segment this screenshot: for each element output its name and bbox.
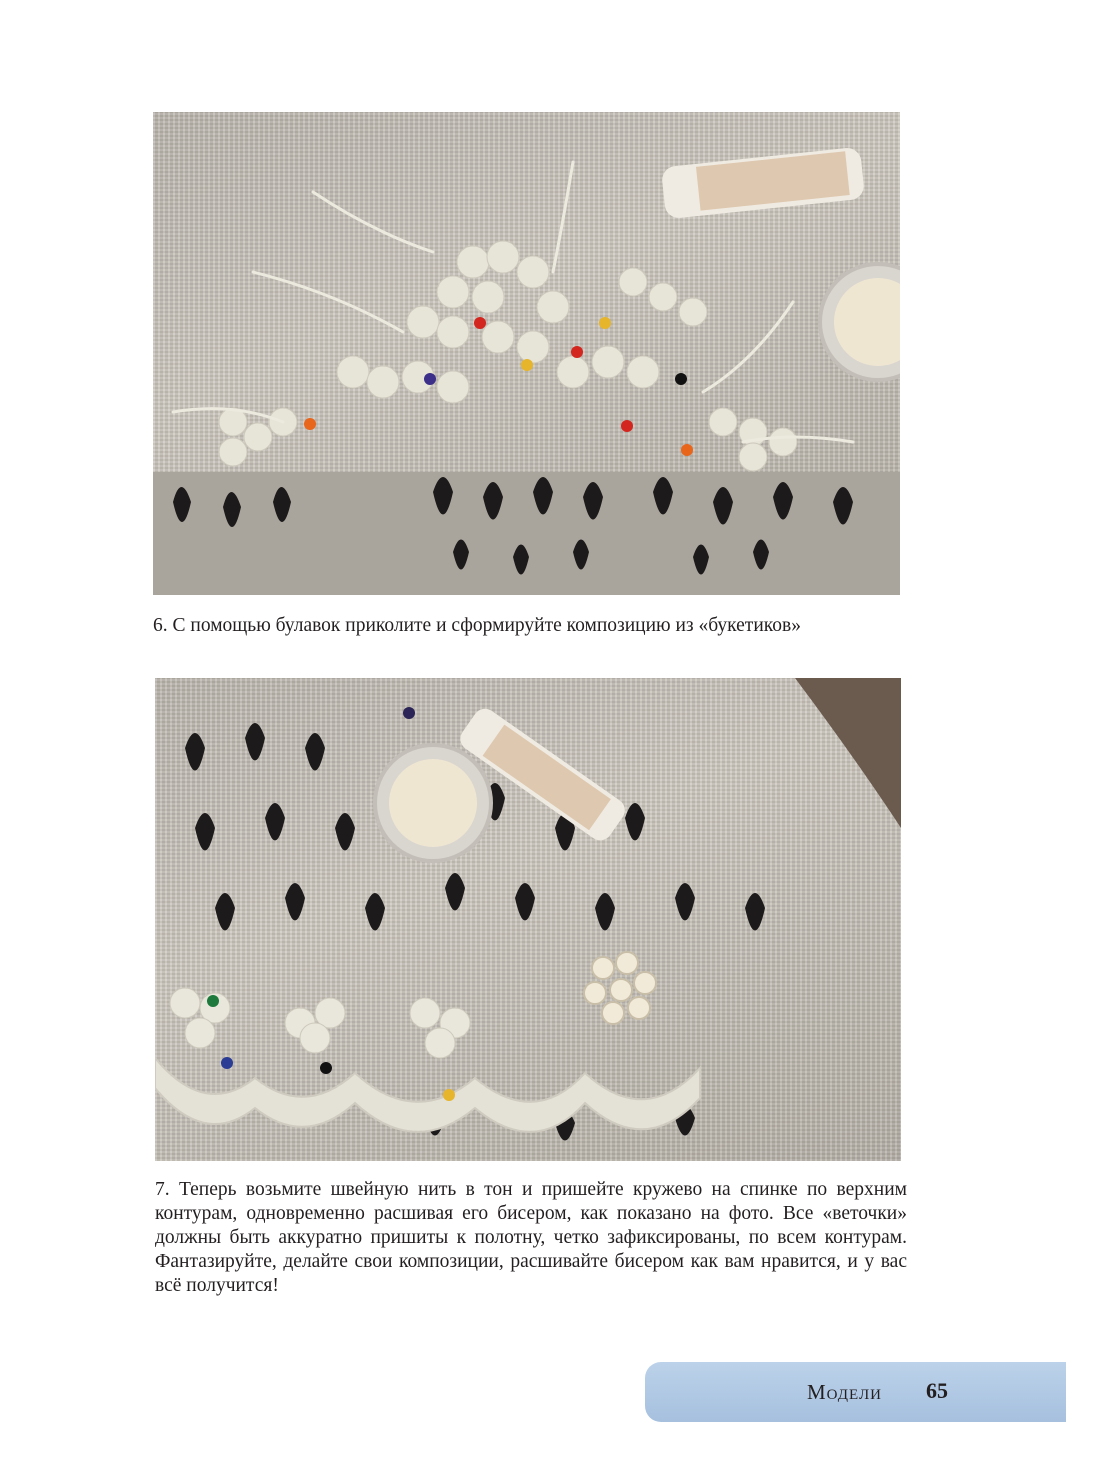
page-number: 65 xyxy=(926,1378,948,1403)
photo-pinned-bouquets xyxy=(153,112,900,595)
caption-step-7: 7. Теперь возьмите швейную нить в тон и пришейте кружево на спинке по верхним контурам, одновременно расшивая его бисером, как показано на фото. Все «веточки» должны быть аккуратно пришиты к полотну, четко зафиксированы, по всем контурам. Фантазируйте, делайте свои композиции, расшивайте бисером как вам нравится, и у вас всё получится! xyxy=(155,1179,907,1296)
photo-lace-sewn-with-beads xyxy=(155,678,901,1161)
photo-1-illustration xyxy=(153,112,900,595)
caption-step-6: 6. С помощью булавок приколите и сформируйте композицию из «букетиков» xyxy=(153,615,801,636)
section-title: Модели xyxy=(807,1380,882,1404)
photo-2-illustration xyxy=(155,678,901,1161)
